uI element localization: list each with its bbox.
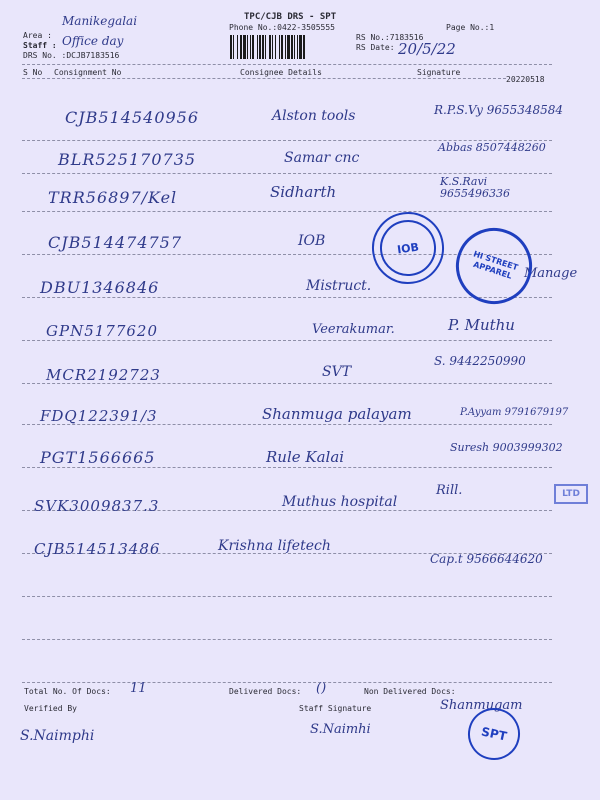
consignment-number: FDQ122391/3 [40, 407, 158, 425]
column-sno: S No [23, 68, 43, 77]
consignment-number: CJB514540956 [65, 108, 200, 127]
consignee-name: Shanmuga palayam [262, 405, 412, 423]
total-docs-label: Total No. Of Docs: [24, 687, 111, 696]
delivered-docs-label: Delivered Docs: [229, 687, 302, 696]
iob-stamp-text: IOB [396, 240, 420, 256]
consignment-number: PGT1566665 [40, 448, 156, 467]
row-line [22, 211, 552, 212]
ltd-stamp [554, 484, 588, 504]
phone-number: Phone No.:0422-3505555 [229, 23, 335, 32]
apparel-stamp-text: HI STREET APPAREL [472, 249, 520, 281]
consignee-name: Alston tools [272, 108, 356, 124]
page-number: Page No.:1 [446, 23, 495, 32]
row-line [22, 340, 552, 341]
column-consignment: Consignment No [54, 68, 122, 77]
document-title: TPC/CJB DRS - SPT [244, 12, 337, 22]
staff-signature: S.Naimhi [310, 722, 371, 737]
column-signature: Signature [417, 68, 461, 77]
staff-value: Office day [62, 34, 124, 48]
consignment-number: SVK3009837.3 [34, 497, 160, 515]
iob-stamp [367, 207, 448, 288]
drs-number: DRS No. :DCJB7183516 [23, 51, 120, 60]
consignment-number: CJB514513486 [34, 540, 161, 558]
receiver-signature: Rill. [436, 483, 463, 498]
total-docs-value: 11 [130, 681, 147, 696]
receiver-signature: S. 9442250990 [434, 354, 526, 368]
consignee-name: IOB [298, 233, 326, 249]
rs-date-label: RS Date: [356, 43, 395, 52]
verified-by-signature: S.Naimphi [20, 728, 95, 744]
receiver-signature: Manage [524, 266, 578, 281]
rs-number: RS No.:7183516 [356, 33, 424, 42]
consignee-name: Muthus hospital [282, 494, 398, 510]
receiver-signature: P. Muthu [448, 316, 515, 334]
corner-signature: Shanmugam [440, 698, 523, 713]
consignee-name: SVT [322, 364, 352, 380]
consignment-number: BLR525170735 [58, 150, 197, 169]
barcode [230, 35, 350, 59]
delivered-docs-value: () [316, 681, 327, 696]
column-consignee: Consignee Details [240, 68, 322, 77]
consignment-number: MCR2192723 [46, 366, 161, 384]
ltd-stamp-text: LTD [562, 489, 580, 499]
receiver-signature: K.S.Ravi 9655496336 [440, 175, 510, 200]
consignment-number: CJB514474757 [48, 233, 183, 252]
receiver-signature: R.P.S.Vy 9655348584 [434, 103, 564, 117]
consignee-name: Veerakumar. [312, 322, 395, 337]
row-line [22, 467, 552, 468]
verified-by-label: Verified By [24, 704, 77, 713]
receiver-signature: Suresh 9003999302 [450, 441, 563, 454]
row-line [22, 639, 552, 640]
area-label: Area : [23, 31, 52, 40]
non-delivered-docs-label: Non Delivered Docs: [364, 687, 456, 696]
receiver-signature: Abbas 8507448260 [438, 141, 546, 154]
staff-label: Staff : [23, 41, 57, 50]
rs-date-value: 20/5/22 [398, 40, 456, 58]
consignee-name: Samar cnc [284, 150, 360, 166]
spt-stamp-text: SPT [480, 724, 508, 744]
receiver-signature: Cap.t 9566644620 [430, 552, 543, 566]
row-line [22, 173, 552, 174]
header-divider-bottom [22, 78, 506, 79]
consignee-name: Sidharth [270, 183, 337, 201]
consignment-number: DBU1346846 [40, 278, 160, 297]
date-code: 20220518 [506, 75, 545, 84]
row-line [22, 596, 552, 597]
receiver-signature: P.Ayyam 9791679197 [460, 407, 569, 418]
consignee-name: Krishna lifetech [218, 538, 331, 554]
consignment-number: GPN5177620 [46, 322, 159, 340]
consignee-name: Mistruct. [306, 278, 372, 294]
row-line [22, 682, 552, 683]
consignment-number: TRR56897/Kel [48, 188, 178, 207]
header-divider-top [22, 64, 552, 65]
apparel-stamp [446, 218, 542, 314]
consignee-name: Rule Kalai [266, 448, 345, 466]
area-value: Manikegalai [62, 14, 138, 28]
staff-signature-label: Staff Signature [299, 704, 372, 713]
